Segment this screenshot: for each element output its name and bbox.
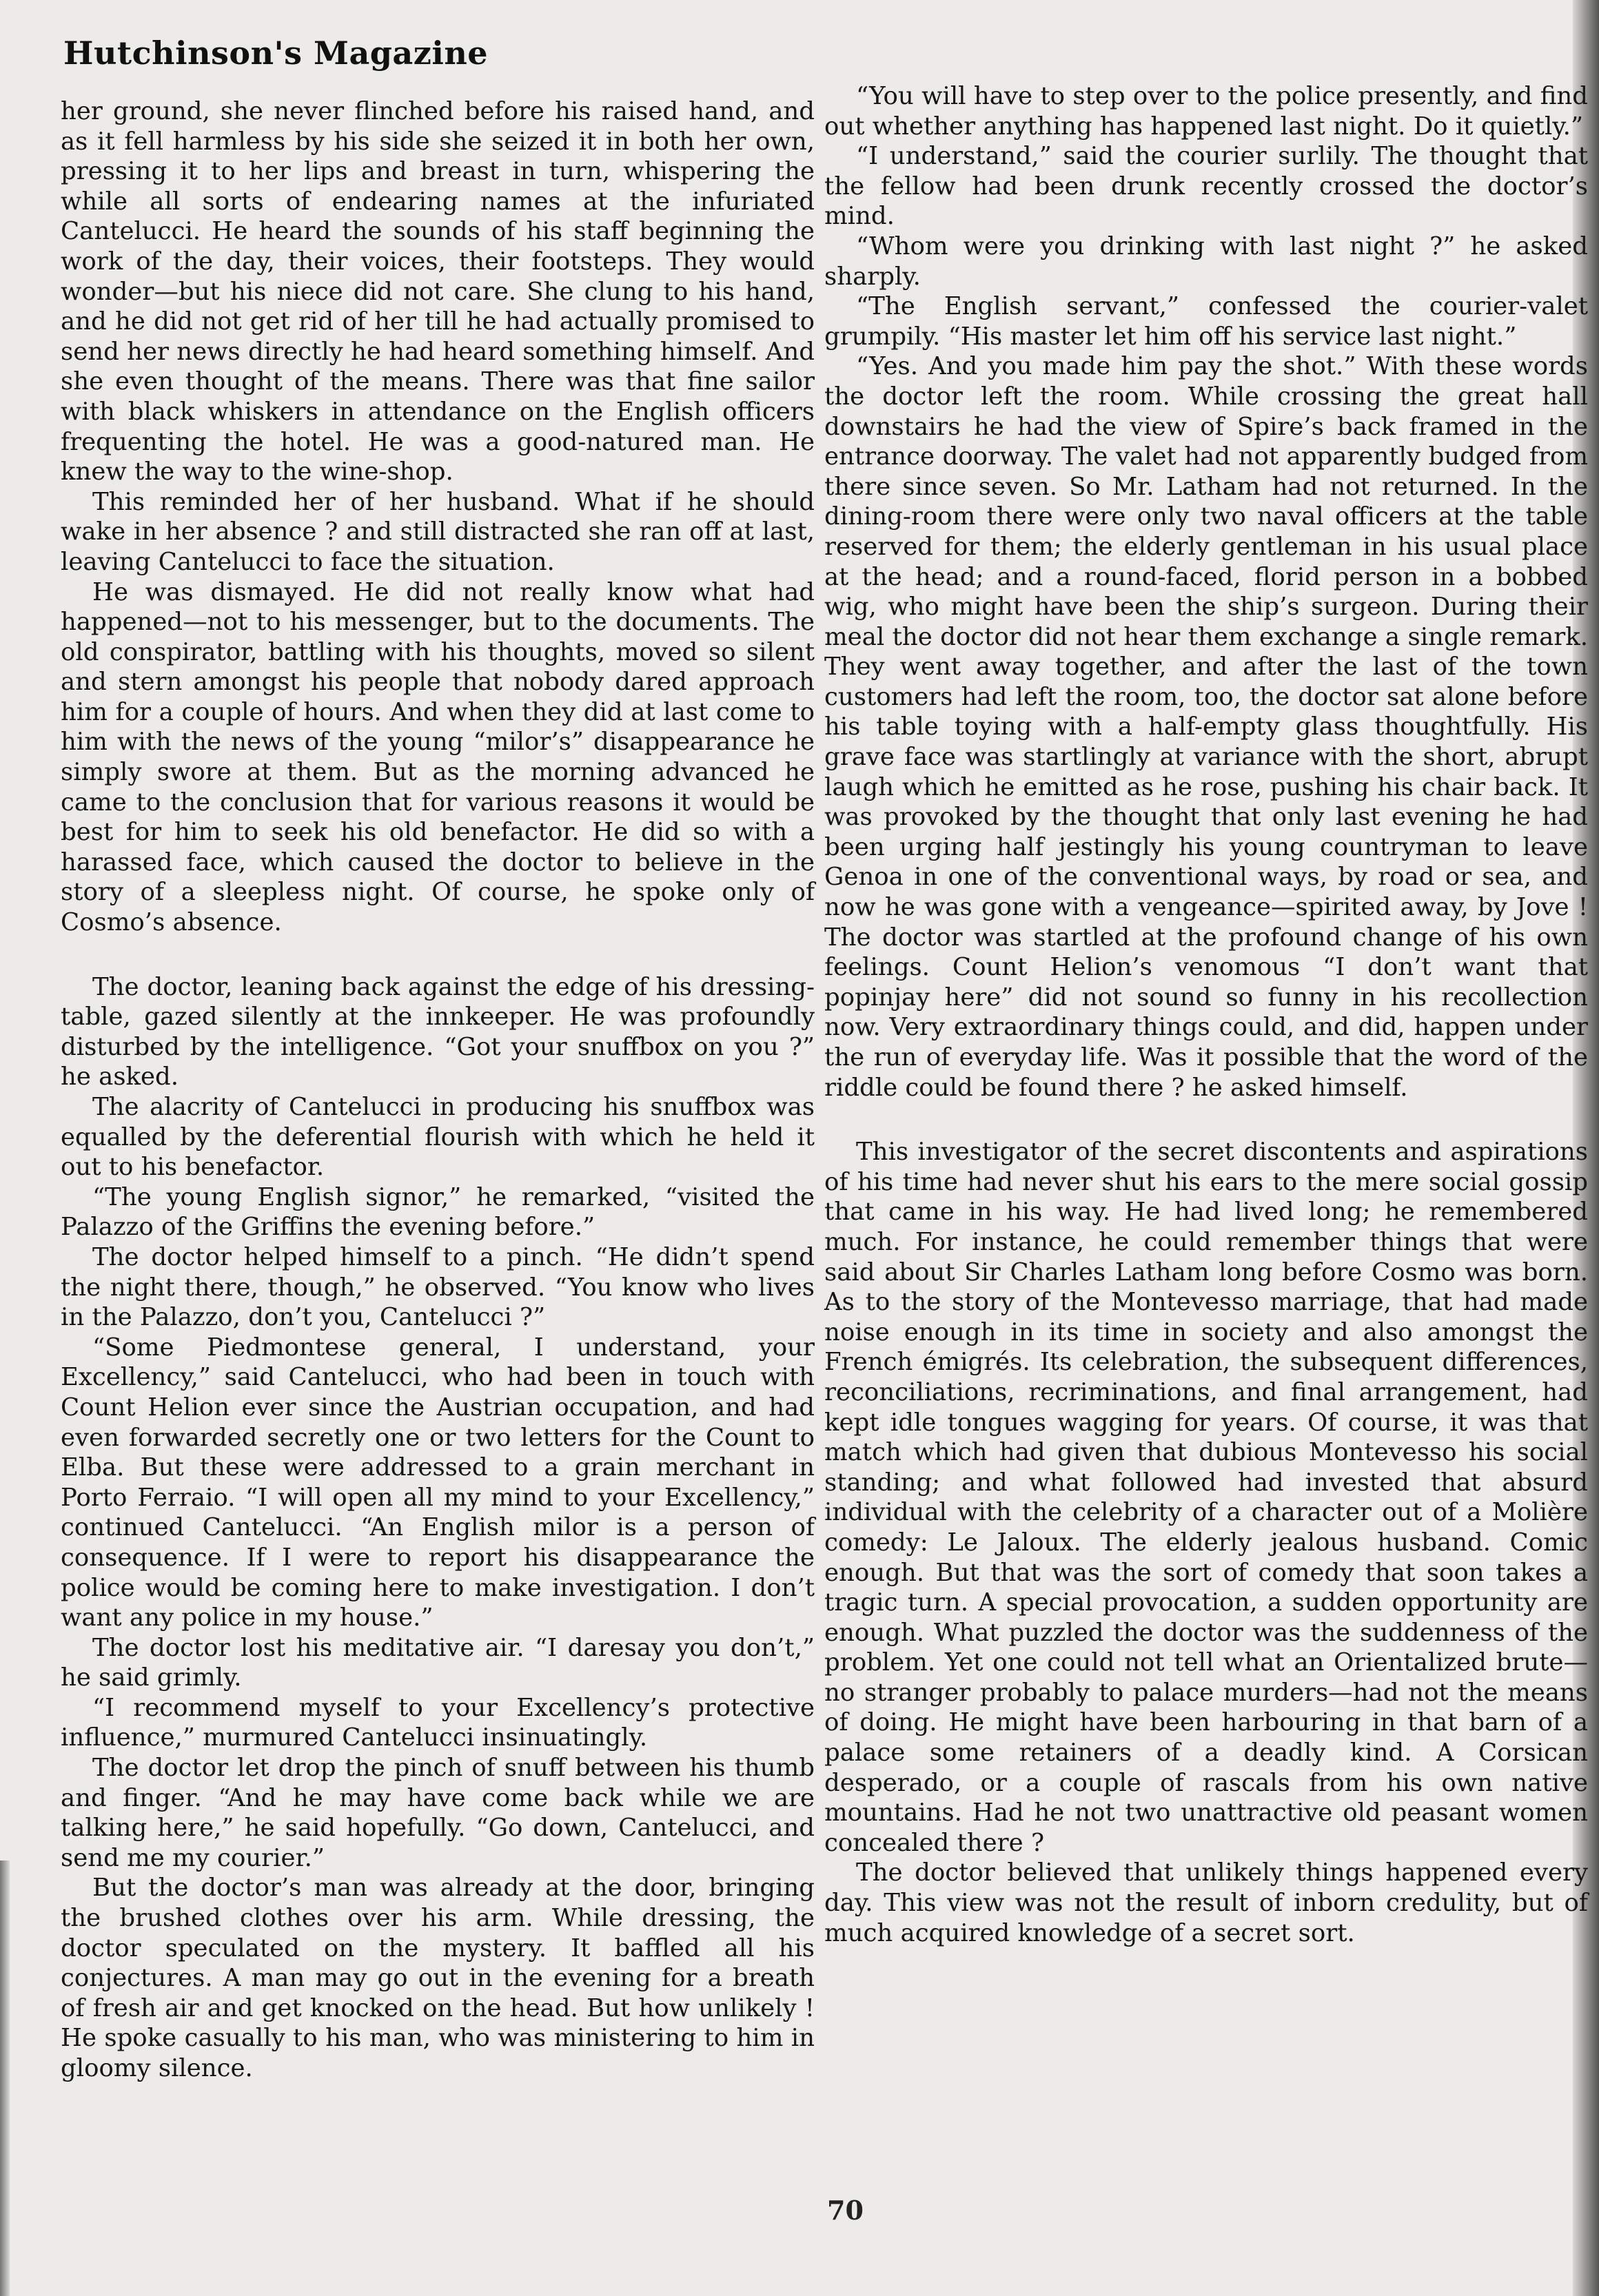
body-paragraph: “The English servant,” confessed the courier-valet grumpily. “His master let him off his service last night.” xyxy=(824,292,1588,351)
body-paragraph: “You will have to step over to the police presently, and find out whether anything has happened last night. Do it quietly.” xyxy=(824,82,1588,141)
body-paragraph: The alacrity of Cantelucci in producing his snuffbox was equalled by the deferential flourish with which he held it out to his benefactor. xyxy=(61,1093,815,1182)
right-column xyxy=(824,81,1588,1948)
body-paragraph: her ground, she never flinched before his raised hand, and as it fell harmless by his side she seized it in both her own, pressing it to her lips and breast in turn, whispering the while all sorts of endearing names at the infuriated Cantelucci. He heard the sounds of his staff beginning the work of the day, their voices, their footsteps. They would wonder—but his niece did not care. She clung to his hand, and he did not get rid of her till he had actually promised to send her news directly he had heard something himself. And she even thought of the means. There was that fine sailor with black whiskers in attendance on the English officers frequenting the hotel. He was a good-natured man. He knew the way to the wine-shop. xyxy=(61,97,815,486)
body-paragraph: The doctor, leaning back against the edge of his dressing-table, gazed silently at the innkeeper. He was profoundly disturbed by the intelligence. “Got your snuffbox on you ?” he asked. xyxy=(61,972,815,1091)
body-paragraph: “I understand,” said the courier surlily. The thought that the fellow had been drunk recently crossed the doctor’s mind. xyxy=(824,142,1588,231)
body-paragraph: The doctor helped himself to a pinch. “He didn’t spend the night there, though,” he observed. “You know who lives in the Palazzo, don’t you, Cantelucci ?” xyxy=(61,1242,815,1332)
body-paragraph: He was dismayed. He did not really know what had happened—not to his messenger, but to the documents. The old conspirator, battling with his thoughts, moved so silent and stern amongst his people that nobody dared approach him for a couple of hours. And when they did at last come to him with the news of the young “milor’s” disappearance he simply swore at them. But as the morning advanced he came to the conclusion that for various reasons it would be best for him to seek his old benefactor. He did so with a harassed face, which caused the doctor to believe in the story of a sleepless night. Of course, he spoke only of Cosmo’s absence. xyxy=(61,577,815,937)
body-paragraph: The doctor let drop the pinch of snuff between his thumb and finger. “And he may have come back while we are talking here,” he said hopefully. “Go down, Cantelucci, and send me my courier.” xyxy=(61,1754,815,1872)
running-header: Hutchinson's Magazine xyxy=(63,34,489,72)
left-column xyxy=(61,96,815,2084)
page-edge-shadow xyxy=(0,1861,10,2296)
body-paragraph: “Yes. And you made him pay the shot.” With these words the doctor left the room. While crossing the great hall downstairs he had the view of Spire’s back framed in the entrance doorway. The valet had not apparently budged from there since seven. So Mr. Latham had not returned. In the dining-room there were only two naval officers at the table reserved for them; the elderly gentleman in his usual place at the head; and a round-faced, florid person in a bobbed wig, who might have been the ship’s surgeon. During their meal the doctor did not hear them exchange a single remark. They went away together, and after the last of the town customers had left the room, too, the doctor sat alone before his table toying with a half-empty glass thoughtfully. His grave face was startlingly at variance with the short, abrupt laugh which he emitted as he rose, pushing his chair back. It was provoked by the thought that only last evening he had been urging half jestingly his young countryman to leave Genoa in one of the conventional ways, by road or sea, and now he was gone with a vengeance—spirited away, by Jove ! The doctor was startled at the profound change of his own feelings. Count Helion’s venomous “I don’t want that popinjay here” did not sound so funny in his recollection now. Very extraordinary things could, and did, happen under the run of everyday life. Was it possible that the word of the riddle could be found there ? he asked himself. xyxy=(824,352,1588,1102)
page-number: 70 xyxy=(827,2195,864,2226)
body-paragraph: “Some Piedmontese general, I understand, your Excellency,” said Cantelucci, who had been in touch with Count Helion ever since the Austrian occupation, and had even forwarded secretly one or two letters for the Count to Elba. But these were addressed to a grain merchant in Porto Ferraio. “I will open all my mind to your Excellency,” continued Cantelucci. “An English milor is a person of consequence. If I were to report his disappearance the police would be coming here to make investigation. I don’t want any police in my house.” xyxy=(61,1333,815,1632)
body-paragraph: This investigator of the secret discontents and aspirations of his time had never shut his ears to the mere social gossip that came in his way. He had lived long; he remembered much. For instance, he could remember things that were said about Sir Charles Latham long before Cosmo was born. As to the story of the Montevesso marriage, that had made noise enough in its time in society and also amongst the French émigrés. Its celebration, the subsequent differences, reconciliations, recriminations, and final arrangement, had kept idle tongues wagging for years. Of course, it was that match which had given that dubious Montevesso his social standing; and what followed had invested that absurd individual with the celebrity of a character out of a Molière comedy: Le Jaloux. The elderly jealous husband. Comic enough. But that was the sort of comedy that soon takes a tragic turn. A special provocation, a sudden opportunity are enough. What puzzled the doctor was the suddenness of the problem. Yet one could not tell what an Orientalized brute—no stranger probably to palace murders—had not the means of doing. He might have been harbouring in that barn of a palace some retainers of a deadly kind. A Corsican desperado, or a couple of rascals from his own native mountains. Had he not two unattractive old peasant women concealed there ? xyxy=(824,1138,1588,1857)
body-paragraph: “I recommend myself to your Excellency’s protective influence,” murmured Cantelucci insinuatingly. xyxy=(61,1693,815,1752)
body-paragraph: But the doctor’s man was already at the door, bringing the brushed clothes over his arm. While dressing, the doctor speculated on the mystery. It baffled all his conjectures. A man may go out in the evening for a breath of fresh air and get knocked on the head. But how unlikely ! He spoke casually to his man, who was ministering to him in gloomy silence. xyxy=(61,1874,815,2082)
body-paragraph: The doctor lost his meditative air. “I daresay you don’t,” he said grimly. xyxy=(61,1633,815,1692)
body-paragraph: “Whom were you drinking with last night ?” he asked sharply. xyxy=(824,232,1588,291)
body-paragraph: “The young English signor,” he remarked, “visited the Palazzo of the Griffins the evening before.” xyxy=(61,1182,815,1242)
body-paragraph: This reminded her of her husband. What if he should wake in her absence ? and still distracted she ran off at last, leaving Cantelucci to face the situation. xyxy=(61,487,815,576)
body-paragraph: The doctor believed that unlikely things happened every day. This view was not the result of inborn credulity, but of much acquired knowledge of a secret sort. xyxy=(824,1858,1588,1947)
